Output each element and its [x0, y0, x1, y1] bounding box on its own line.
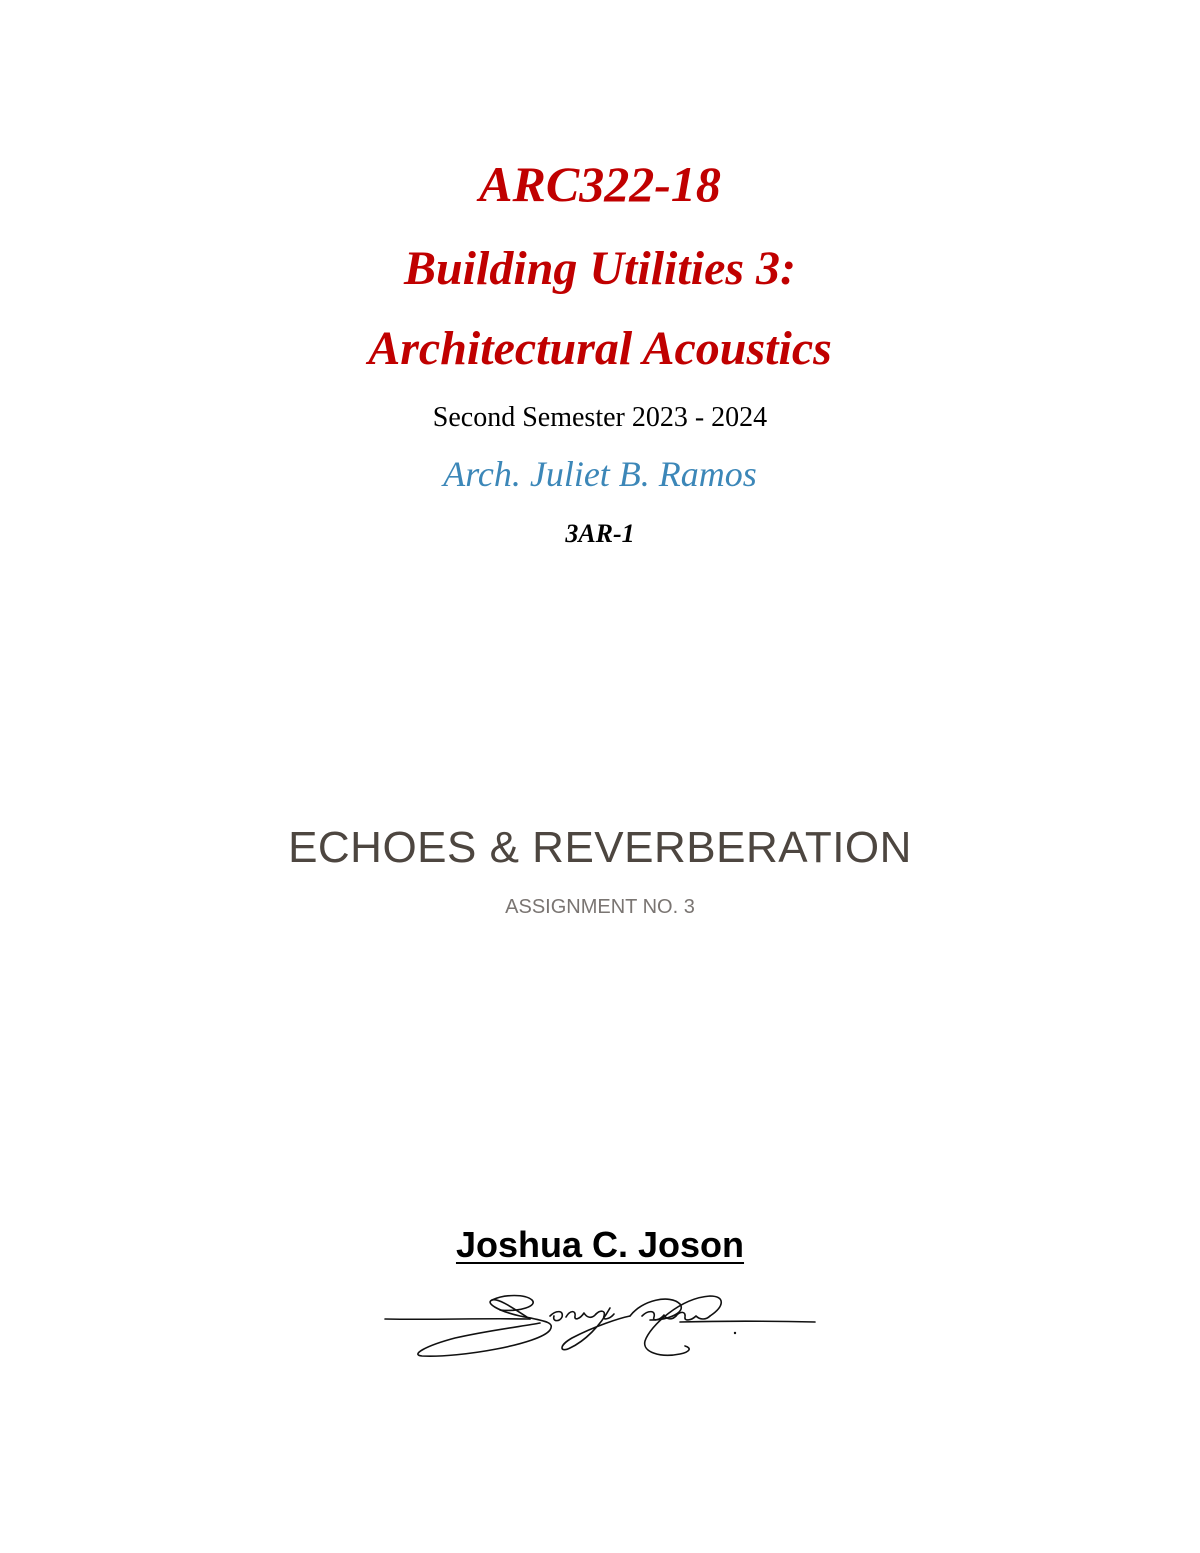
course-title-line-1: Building Utilities 3: — [403, 242, 797, 295]
semester: Second Semester 2023 - 2024 — [432, 402, 768, 433]
course-title-line-2: Architectural Acoustics — [368, 322, 832, 375]
document-title: ECHOES & REVERBERATION — [288, 823, 912, 872]
section-code: 3AR-1 — [565, 519, 635, 548]
instructor-name: Arch. Juliet B. Ramos — [443, 454, 757, 494]
document-subtitle: ASSIGNMENT NO. 3 — [505, 896, 695, 918]
course-code: ARC322-18 — [479, 156, 721, 212]
student-name: Joshua C. Joson — [455, 1224, 745, 1265]
signature-icon — [380, 1286, 820, 1366]
